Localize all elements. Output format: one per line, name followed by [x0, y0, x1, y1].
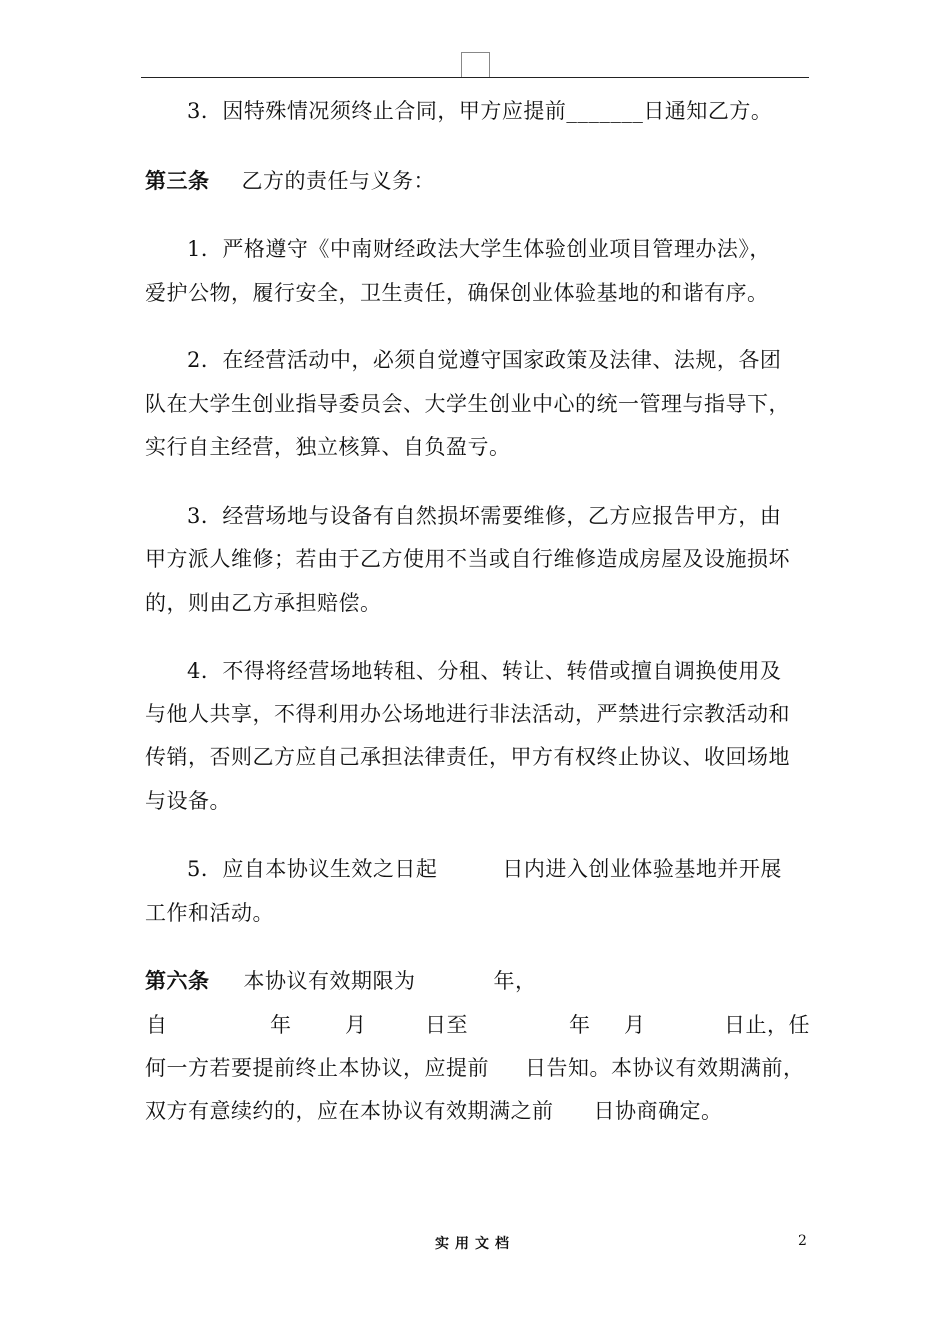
article6-line4	[145, 1097, 723, 1125]
article6-date-2: 年	[270, 1013, 292, 1037]
item5-text-a: 5．应自本协议生效之日起	[187, 857, 438, 881]
header-rule	[141, 77, 809, 78]
item3-line2: 甲方派人维修；若由于乙方使用不当或自行维修造成房屋及设施损坏	[145, 547, 790, 571]
article6-line3-b: 日告知。本协议有效期满前，	[525, 1056, 805, 1080]
item2-line2: 队在大学生创业指导委员会、大学生创业中心的统一管理与指导下，	[145, 392, 790, 416]
article6-date-5: 年	[569, 1013, 591, 1037]
clause3-item3: 3．因特殊情况须终止合同，甲方应提前_______日通知乙方。	[187, 99, 773, 123]
page-number: 2	[798, 1233, 807, 1249]
article3-title: 第三条	[145, 169, 210, 193]
article6-date-6: 月	[624, 1013, 646, 1037]
article6-text-b: 年，	[493, 969, 537, 993]
item5-text-b: 日内进入创业体验基地并开展	[502, 857, 782, 881]
header-box	[461, 52, 490, 77]
item3-line3: 的，则由乙方承担赔偿。	[145, 591, 382, 615]
article6-date-3: 月	[345, 1013, 367, 1037]
article6-date-1: 自	[146, 1013, 168, 1037]
item3-line1: 3．经营场地与设备有自然损坏需要维修，乙方应报告甲方，由	[187, 504, 782, 528]
article6-text-a: 本协议有效期限为	[243, 969, 416, 993]
item1-line1: 1．严格遵守《中南财经政法大学生体验创业项目管理办法》，	[187, 237, 771, 261]
item1-line2: 爱护公物，履行安全，卫生责任，确保创业体验基地的和谐有序。	[145, 281, 769, 305]
article6-line1	[145, 967, 537, 995]
footer-label: 实用文档	[435, 1236, 515, 1252]
item4-line2: 与他人共享，不得利用办公场地进行非法活动，严禁进行宗教活动和	[145, 702, 790, 726]
item5-line2: 工作和活动。	[145, 901, 274, 925]
article6-line4-a: 双方有意续约的，应在本协议有效期满之前	[145, 1099, 554, 1123]
item5-line1	[187, 855, 782, 883]
article6-date-7: 日止，任	[724, 1013, 810, 1037]
item2-line3: 实行自主经营，独立核算、自负盈亏。	[145, 435, 511, 459]
article6-line3	[145, 1054, 805, 1082]
article6-date-4: 日至	[425, 1013, 468, 1037]
article6-line4-b: 日协商确定。	[593, 1099, 723, 1123]
article3-text: 乙方的责任与义务：	[241, 169, 435, 193]
item4-line4: 与设备。	[145, 789, 231, 813]
item4-line1: 4．不得将经营场地转租、分租、转让、转借或擅自调换使用及	[187, 659, 782, 683]
item2-line1: 2．在经营活动中，必须自觉遵守国家政策及法律、法规，各团	[187, 348, 782, 372]
article3-heading	[145, 167, 435, 195]
item4-line3: 传销，否则乙方应自己承担法律责任，甲方有权终止协议、收回场地	[145, 745, 790, 769]
article6-line3-a: 何一方若要提前终止本协议，应提前	[145, 1056, 489, 1080]
article6-title: 第六条	[145, 969, 210, 993]
